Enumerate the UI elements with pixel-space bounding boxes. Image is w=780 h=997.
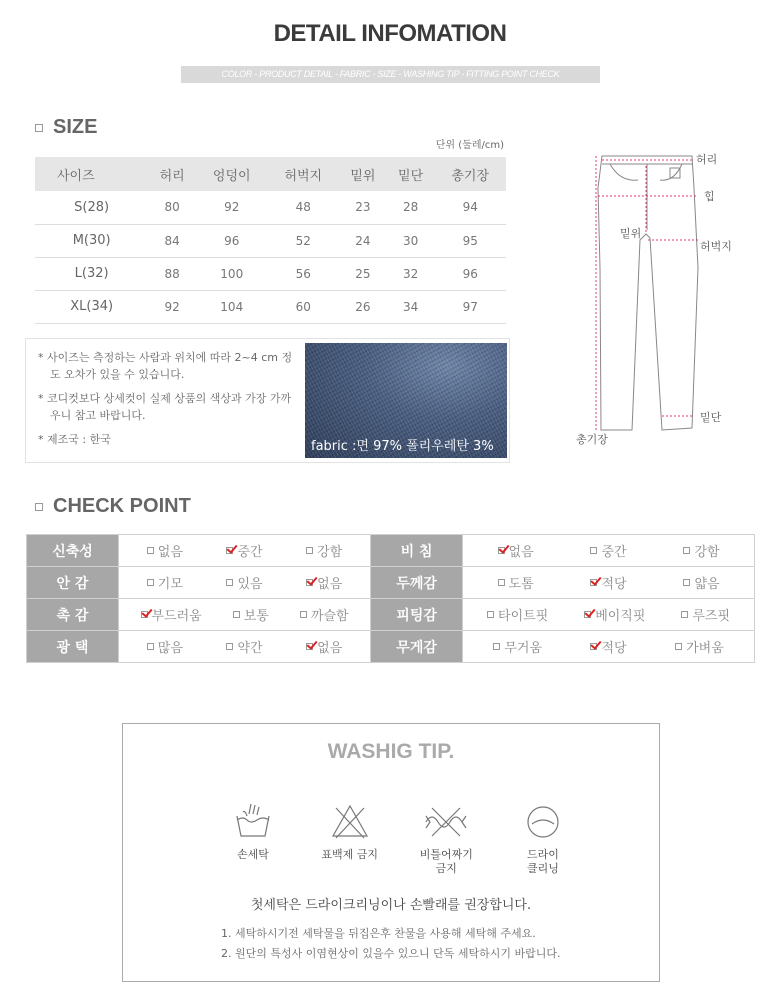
option-label: 있음	[237, 577, 263, 592]
checkpoint-option[interactable]	[226, 541, 262, 560]
option-label: 없음	[317, 577, 343, 592]
checkpoint-option[interactable]	[493, 637, 542, 656]
checkpoint-heading-text: CHECK POINT	[53, 495, 191, 517]
notes-box	[25, 338, 510, 463]
checkpoint-options	[119, 567, 371, 599]
table-cell: 97	[434, 290, 506, 323]
option-label: 까슬함	[310, 609, 349, 624]
note-color: * 코디컷보다 상세컷이 실제 상품의 색상과 가장 가까우니 참고 바랍니다.	[38, 392, 292, 422]
checkbox-icon[interactable]	[590, 547, 597, 554]
label-waist: 허리	[696, 153, 718, 166]
checkpoint-option[interactable]	[233, 605, 269, 624]
care-label: 표백제 금지	[321, 848, 378, 861]
option-label: 강함	[317, 545, 343, 560]
option-label: 보통	[243, 609, 269, 624]
option-label: 얇음	[694, 577, 720, 592]
table-row	[27, 631, 755, 663]
checkbox-icon[interactable]	[675, 643, 682, 650]
checkpoint-option[interactable]	[590, 573, 626, 592]
checkpoint-option[interactable]	[306, 573, 342, 592]
checkpoint-table	[26, 534, 755, 663]
checkbox-icon[interactable]	[226, 643, 233, 650]
pants-outline-icon	[570, 148, 750, 448]
care-label: 드라이 클리닝	[527, 848, 559, 875]
option-label: 기모	[157, 577, 183, 592]
checkbox-icon[interactable]	[147, 547, 154, 554]
option-label: 없음	[508, 545, 534, 560]
washing-tip-box	[122, 723, 660, 982]
checkpoint-label: 신축성	[27, 535, 119, 567]
checkpoint-option[interactable]	[584, 605, 645, 624]
page-title: DETAIL INFOMATION	[273, 20, 507, 47]
table-cell: 95	[434, 224, 506, 257]
checkbox-icon[interactable]	[683, 579, 690, 586]
washing-main-tip: 첫세탁은 드라이크리닝이나 손빨래를 권장합니다.	[250, 898, 532, 913]
col-waist: 허리	[148, 157, 196, 191]
table-cell: S(28)	[35, 191, 148, 224]
washing-tip-title: WASHIG TIP.	[327, 740, 455, 763]
checkbox-icon[interactable]	[233, 611, 240, 618]
option-label: 강함	[694, 545, 720, 560]
care-item-hand-wash	[213, 802, 293, 876]
table-cell: 56	[268, 257, 340, 290]
checkpoint-option[interactable]	[147, 573, 183, 592]
label-length: 총기장	[576, 433, 608, 446]
checkbox-icon[interactable]	[226, 579, 233, 586]
list-item: 2. 원단의 특성사 이염현상이 있을수 있으니 단독 세탁하시기 바랍니다.	[221, 947, 561, 960]
note-measurement: * 사이즈는 측정하는 사람과 위치에 따라 2~4 cm 정도 오차가 있을 수 있습니다.	[38, 351, 293, 381]
table-cell: 32	[387, 257, 435, 290]
checkbox-icon[interactable]	[306, 547, 313, 554]
checkbox-icon[interactable]	[683, 547, 690, 554]
checkpoint-label: 두께감	[371, 567, 463, 599]
checkpoint-option[interactable]	[683, 541, 719, 560]
checkpoint-options	[119, 631, 371, 663]
checkpoint-label: 광 택	[27, 631, 119, 663]
checkbox-icon[interactable]	[487, 611, 494, 618]
table-cell: 30	[387, 224, 435, 257]
note-origin: * 제조국 : 한국	[38, 433, 111, 446]
table-row	[35, 224, 506, 257]
option-label: 타이트핏	[498, 609, 549, 624]
care-label: 비틀어짜기 금지	[419, 848, 473, 875]
table-cell: 104	[196, 290, 268, 323]
table-cell: 25	[339, 257, 387, 290]
checkpoint-option[interactable]	[300, 605, 349, 624]
size-table-header	[35, 157, 506, 191]
checkpoint-label: 비 침	[371, 535, 463, 567]
checked-checkbox-icon[interactable]	[590, 579, 597, 586]
option-label: 루즈핏	[692, 609, 731, 624]
checkpoint-option[interactable]	[147, 541, 183, 560]
checkpoint-options	[463, 599, 755, 631]
col-length: 총기장	[434, 157, 506, 191]
table-cell: 88	[148, 257, 196, 290]
table-cell: L(32)	[35, 257, 148, 290]
checkpoint-options	[119, 599, 371, 631]
checkpoint-option[interactable]	[141, 605, 202, 624]
checkpoint-option[interactable]	[590, 541, 626, 560]
option-label: 무거움	[504, 641, 543, 656]
label-hem: 밑단	[700, 411, 722, 424]
fabric-swatch-image	[305, 343, 507, 458]
checkpoint-option[interactable]	[498, 541, 534, 560]
checkpoint-options	[463, 631, 755, 663]
checkpoint-label: 무게감	[371, 631, 463, 663]
list-item: 1. 세탁하시기전 세탁물을 뒤집은후 찬물을 사용해 세탁해 주세요.	[221, 927, 536, 940]
checked-checkbox-icon[interactable]	[306, 643, 313, 650]
care-icons	[213, 802, 583, 876]
care-item-dry-clean	[503, 802, 583, 876]
col-rise: 밑위	[339, 157, 387, 191]
table-cell: 48	[268, 191, 340, 224]
option-label: 중간	[237, 545, 263, 560]
no-wring-icon	[424, 802, 468, 842]
label-rise: 밑위	[620, 227, 642, 240]
square-bullet-icon	[35, 124, 43, 132]
checkpoint-option[interactable]	[226, 573, 262, 592]
checked-checkbox-icon[interactable]	[584, 611, 591, 618]
checkbox-icon[interactable]	[498, 579, 505, 586]
option-label: 약간	[237, 641, 263, 656]
checked-checkbox-icon[interactable]	[590, 643, 597, 650]
checkpoint-label: 안 감	[27, 567, 119, 599]
table-cell: 34	[387, 290, 435, 323]
table-row	[27, 535, 755, 567]
table-cell: 92	[148, 290, 196, 323]
table-cell: 92	[196, 191, 268, 224]
table-cell: 96	[434, 257, 506, 290]
label-thigh: 허벅지	[700, 240, 732, 253]
col-hem: 밑단	[387, 157, 435, 191]
section-nav-bar: COLOR - PRODUCT DETAIL - FABRIC - SIZE - WASHING TIP - FITTING POINT CHECK	[181, 66, 600, 83]
checkpoint-option[interactable]	[306, 541, 342, 560]
checked-checkbox-icon[interactable]	[498, 547, 505, 554]
col-hip: 엉덩이	[196, 157, 268, 191]
option-label: 많음	[157, 641, 183, 656]
checkpoint-option[interactable]	[683, 573, 719, 592]
checkpoint-label: 촉 감	[27, 599, 119, 631]
fabric-label: fabric :면 97% 폴리우레탄 3%	[311, 439, 494, 454]
option-label: 가벼움	[686, 641, 724, 656]
checkpoint-option[interactable]	[226, 637, 262, 656]
size-heading-text: SIZE	[53, 116, 98, 138]
no-bleach-icon	[330, 802, 370, 842]
checkpoint-options	[463, 535, 755, 567]
table-cell: 24	[339, 224, 387, 257]
checkpoint-options	[119, 535, 371, 567]
checkbox-icon[interactable]	[300, 611, 307, 618]
hand-wash-icon	[233, 802, 273, 842]
table-cell: 100	[196, 257, 268, 290]
checkpoint-option[interactable]	[498, 573, 534, 592]
size-table	[35, 157, 506, 324]
pants-diagram	[570, 148, 750, 448]
washing-tip-list	[221, 924, 561, 964]
checkpoint-option[interactable]	[675, 637, 724, 656]
table-cell: 26	[339, 290, 387, 323]
table-cell: M(30)	[35, 224, 148, 257]
col-thigh: 허벅지	[268, 157, 340, 191]
option-label: 도톰	[508, 577, 534, 592]
table-cell: 80	[148, 191, 196, 224]
checkpoint-options	[463, 567, 755, 599]
checked-checkbox-icon[interactable]	[141, 611, 148, 618]
square-bullet-icon	[35, 503, 43, 511]
care-label: 손세탁	[237, 848, 269, 861]
checkpoint-option[interactable]	[306, 637, 342, 656]
checkpoint-label: 피팅감	[371, 599, 463, 631]
care-item-no-bleach	[310, 802, 390, 876]
table-row	[35, 257, 506, 290]
table-row	[27, 599, 755, 631]
option-label: 베이직핏	[595, 609, 646, 624]
label-hip: 힙	[704, 190, 715, 203]
size-heading	[35, 116, 97, 139]
col-size: 사이즈	[35, 157, 148, 191]
option-label: 적당	[601, 641, 627, 656]
table-cell: 60	[268, 290, 340, 323]
checked-checkbox-icon[interactable]	[226, 547, 233, 554]
table-row	[35, 191, 506, 224]
table-cell: 96	[196, 224, 268, 257]
table-cell: 28	[387, 191, 435, 224]
option-label: 부드러움	[151, 609, 202, 624]
care-item-no-wring	[406, 802, 486, 876]
table-row	[35, 290, 506, 323]
table-row	[27, 567, 755, 599]
checkbox-icon[interactable]	[147, 643, 154, 650]
table-cell: 84	[148, 224, 196, 257]
checkpoint-heading	[35, 495, 191, 518]
size-notes	[36, 349, 301, 455]
table-cell: 23	[339, 191, 387, 224]
checkbox-icon[interactable]	[681, 611, 688, 618]
checkpoint-option[interactable]	[681, 605, 730, 624]
checkpoint-option[interactable]	[590, 637, 626, 656]
dry-clean-icon	[523, 802, 563, 842]
table-cell: 94	[434, 191, 506, 224]
option-label: 없음	[317, 641, 343, 656]
checkbox-icon[interactable]	[493, 643, 500, 650]
table-cell: XL(34)	[35, 290, 148, 323]
unit-label: 단위 (둘레/cm)	[435, 140, 504, 151]
table-cell: 52	[268, 224, 340, 257]
checkpoint-option[interactable]	[147, 637, 183, 656]
option-label: 없음	[157, 545, 183, 560]
option-label: 중간	[601, 545, 627, 560]
checkpoint-option[interactable]	[487, 605, 548, 624]
checked-checkbox-icon[interactable]	[306, 579, 313, 586]
checkbox-icon[interactable]	[147, 579, 154, 586]
option-label: 적당	[601, 577, 627, 592]
